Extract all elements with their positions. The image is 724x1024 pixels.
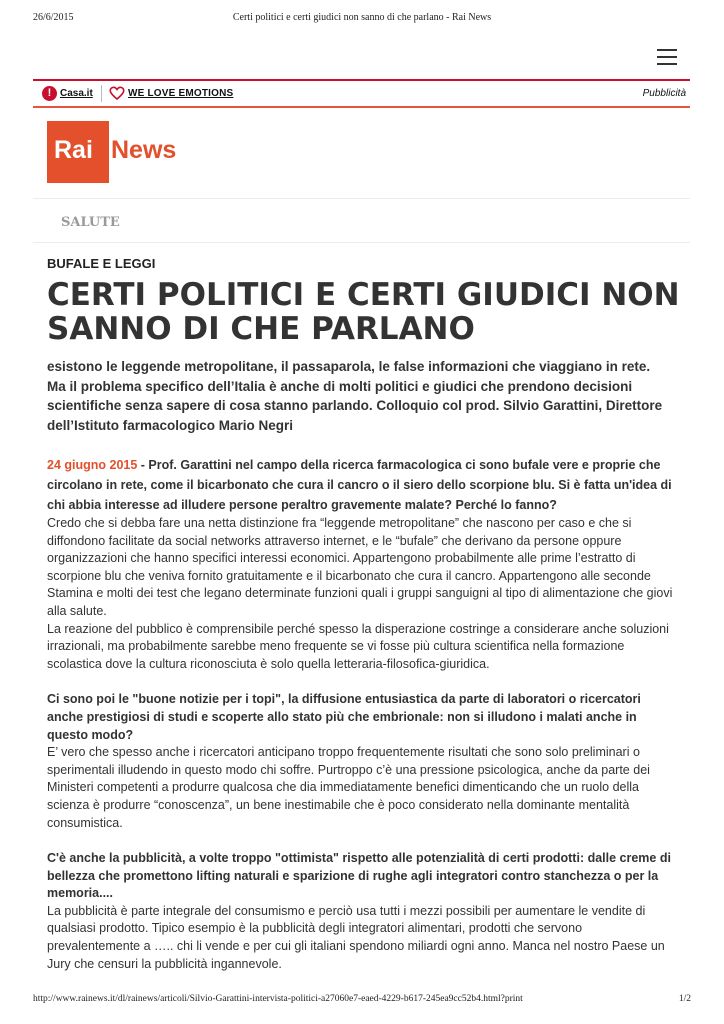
casa-link[interactable]: Casa.it xyxy=(60,88,93,99)
print-page-title: Certi politici e certi giudici non sanno di che parlano - Rai News xyxy=(232,12,492,23)
print-url: http://www.rainews.it/dl/rainews/articoli/Silvio-Garattini-intervista-politici-a27060e7-eaed-4229-b617-245ea9cc52b4.html?print xyxy=(33,994,523,1004)
heart-icon xyxy=(108,84,126,102)
question-3: C'è anche la pubblicità, a volte troppo "ottimista" rispetto alle potenzialità di certi prodotti: dalle creme di bellezza che promettono lifting naturali e sparizione di rughe agli integratori contro stanchezza o per la memoria.... xyxy=(47,851,671,901)
question-2: Ci sono poi le "buone notizie per i topi", la diffusione entusiastica da parte di laboratori o ricercatori anche prestigiosi di studi e scoperte allo stato più che embrionale: non si illudono i malati anche in questo modo? xyxy=(47,692,641,742)
date-separator: - xyxy=(137,458,149,472)
logo-news-text: News xyxy=(111,136,177,164)
sponsor-divider xyxy=(101,85,102,102)
answer-2: E’ vero che spesso anche i ricercatori anticipano troppo frequentemente risultati che sono solo preliminari o sperimentali illudendo in questo modo chi soffre. Purtroppo c’è una pressione psicologica, anche da parte dei Ministeri competenti a produrre qualcosa che dia immediatamente benefici dimenticando che un ruolo della scienza è produrre “conoscenza”, un bene inestimabile che è poco considerato nella dominante mentalità consumistica. xyxy=(47,745,650,830)
print-footer xyxy=(33,994,691,1008)
rainews-logo[interactable] xyxy=(47,121,210,183)
menu-icon[interactable] xyxy=(657,49,677,65)
question-1-text: Prof. Garattini nel campo della ricerca farmacologica ci sono bufale vere e proprie che circolano in rete, come il bicarbonato che cura il cancro o il siero dello scorpione blu. Si è fatta un'idea di chi abbia interesse ad illudere persone peraltro gravemente malate? Perché lo fanno? xyxy=(47,458,672,512)
answer-1: Credo che si debba fare una netta distinzione fra “leggende metropolitane” che nascono per caso e che si diffondono facilitate da social networks attraverso internet, e le “bufale” che derivano da persone oppure organizzazioni che hanno specifici interessi economici. Appartengono probabilmente alle prime l’estratto di scorpione blu che veniva fornito gratuitamente e il bicarbonato che cura il cancro. Appartengono alle seconde Stamina e molti dei test che legano determinate funzioni quali i gruppi sanguigni al tipo di alimentazione che giovi alla salute. xyxy=(47,516,673,618)
we-love-emotions-link[interactable]: WE LOVE EMOTIONS xyxy=(128,88,234,99)
article-headline: CERTI POLITICI E CERTI GIUDICI NON SANNO DI CHE PARLANO xyxy=(47,277,680,347)
print-header xyxy=(33,12,691,26)
question-1 xyxy=(47,455,677,515)
advertising-label: Pubblicità xyxy=(642,88,686,99)
article-date: 24 giugno 2015 xyxy=(47,458,138,472)
article-kicker: BUFALE E LEGGI xyxy=(47,256,156,271)
sponsor-bar xyxy=(33,79,690,108)
logo-rai-text: Rai xyxy=(54,136,93,164)
casa-logo-icon: ! xyxy=(42,86,57,101)
answer-1-continued: La reazione del pubblico è comprensibile perché spesso la disperazione costringe a considerare anche soluzioni irrazionali, ma probabilmente sarebbe meno frequente se vi fosse più cultura scientifica nella formazione scolastica dove la cultura riconosciuta è solo quella letteraria-filosofica-giuridica. xyxy=(47,621,669,671)
answer-3: La pubblicità è parte integrale del consumismo e perciò usa tutti i mezzi possibili per aumentare le vendite di qualsiasi prodotto. Tipico esempio è la pubblicità degli integratori alimentari, prodotti che servono prevalentemente a ….. chi li vende e per cui gli italiani spendono miliardi ogni anno. Manca nel nostro Paese un Jury che censuri la pubblicità ingannevole. xyxy=(47,903,665,971)
section-label[interactable]: SALUTE xyxy=(61,215,120,230)
print-date: 26/6/2015 xyxy=(33,12,74,23)
page-number: 1/2 xyxy=(678,994,691,1004)
section-bar xyxy=(33,198,690,243)
article-body xyxy=(47,455,677,973)
article-summary: esistono le leggende metropolitane, il passaparola, le false informazioni che viaggiano in rete. Ma il problema specifico dell’Italia è anche di molti politici e giudici che prendono decisioni scientifiche senza sapere di cosa stanno parlando. Colloquio col prod. Silvio Garattini, Direttore dell’Istituto farmacologico Mario Negri xyxy=(47,359,663,433)
